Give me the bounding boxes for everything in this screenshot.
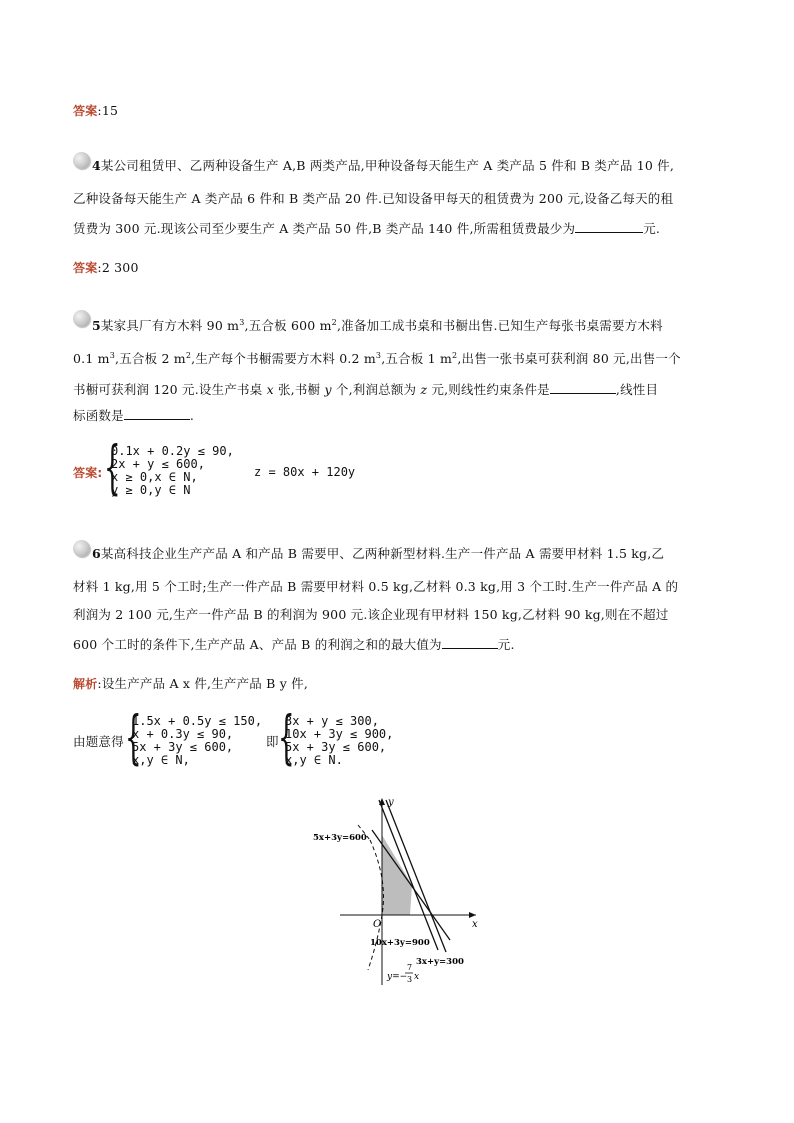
objective-line	[368, 840, 384, 970]
answer-4	[73, 261, 139, 275]
question-circle-icon	[73, 310, 90, 327]
analysis-label: 解析	[73, 677, 98, 691]
answer-label: 答案	[73, 104, 98, 118]
constraint: 2x + y ≤ 600,	[111, 457, 205, 471]
constraint: 0.1x + 0.2y ≤ 90,	[111, 444, 234, 458]
left-brace: {	[278, 703, 295, 771]
q5-text: .	[189, 408, 194, 423]
answer-label: 答案	[73, 466, 98, 480]
q6-line-3: 利润为 2 100 元,生产一件产品 B 的利润为 900 元.该企业现有甲材料 150 kg,乙材料 90 kg,则在不超过	[73, 607, 669, 622]
constraint: 5x + 3y ≤ 600,	[285, 740, 387, 754]
q5-text: ,生产每个书橱需要方木料 0.2 m	[191, 351, 376, 366]
label-10x3y-900: 10x+3y=900	[370, 938, 430, 948]
constraint: y ≥ 0,y ∈ N	[111, 483, 191, 497]
left-brace: {	[104, 433, 121, 501]
sup: 3	[109, 351, 116, 360]
q5-constraint-system	[111, 445, 234, 497]
sup: 2	[185, 351, 192, 360]
ji-label: 即	[266, 734, 279, 749]
origin-label: O	[373, 919, 382, 930]
q6-line-1	[92, 547, 664, 561]
q5-line-2	[73, 349, 681, 366]
q6-number: 6	[92, 546, 101, 561]
q4-number: 4	[92, 158, 101, 173]
q5-text: ,线性目	[615, 382, 659, 397]
by-condition-label: 由题意得	[73, 734, 124, 749]
q5-line-4	[73, 407, 194, 423]
label-3xy-300: 3x+y=300	[416, 957, 464, 967]
q4-text-1: 某公司租赁甲、乙两种设备生产 A,B 两类产品,甲种设备每天能生产 A 类产品 5 件和 B 类产品 10 件,	[100, 158, 675, 173]
q5-text: ,出售一张书桌可获利润 80 元,出售一个	[457, 351, 681, 366]
sup: 2	[452, 351, 458, 360]
objective-label-numerator: 7	[407, 963, 413, 972]
q5-text: 0.1 m	[73, 351, 110, 366]
q4-answer-blank	[575, 220, 643, 233]
constraint: 5x + 3y ≤ 600,	[132, 740, 234, 754]
q6-system-1	[132, 715, 262, 767]
q5-answer-blank-2	[124, 407, 190, 420]
answer-value: :2 300	[97, 260, 139, 275]
sup: 2	[331, 318, 337, 327]
x-axis-arrow-icon	[469, 912, 476, 918]
analysis-6	[73, 677, 308, 691]
constraint: x ≥ 0,x ∈ N,	[111, 470, 198, 484]
left-brace: {	[125, 703, 142, 771]
q6-line-4	[73, 636, 515, 652]
q5-text: ,五合板 600 m	[244, 318, 332, 333]
q5-line-1	[92, 316, 663, 333]
constraint: x,y ∈ N.	[285, 753, 343, 767]
q5-line-3	[73, 381, 658, 397]
q5-answer-blank-1	[550, 381, 616, 394]
feasible-region-graph	[300, 790, 500, 990]
q6-line-2: 材料 1 kg,用 5 个工时;生产一件产品 B 需要甲材料 0.5 kg,乙材料 0.3 kg,用 3 个工时.生产一件产品 A 的	[73, 579, 679, 594]
constraint: 1.5x + 0.5y ≤ 150,	[132, 714, 263, 728]
q5-text: 个,利润总额为	[331, 382, 421, 397]
constraint: x,y ∈ N,	[132, 753, 190, 767]
answer-value: :15	[97, 103, 119, 118]
y-axis-label: y	[388, 797, 394, 808]
label-5x3y-600: 5x+3y=600	[313, 833, 367, 843]
x-axis-label: x	[472, 919, 478, 930]
q4-line-2: 乙种设备每天能生产 A 类产品 6 件和 B 类产品 20 件.已知设备甲每天的租赁费为 200 元,设备乙每天的租	[73, 191, 674, 206]
q6-text: 600 个工时的条件下,生产产品 A、产品 B 的利润之和的最大值为	[73, 637, 442, 652]
q6-system-2	[285, 715, 393, 767]
answer-colon: :	[97, 466, 103, 480]
question-circle-icon	[73, 152, 90, 169]
q5-text: ,准备加工成书桌和书橱出售.已知生产每张书桌需要方木料	[336, 318, 663, 333]
answer-label: 答案	[73, 261, 98, 275]
objective-label-suffix: x	[414, 972, 420, 982]
constraint: 10x + 3y ≤ 900,	[285, 727, 394, 741]
answer-5	[73, 466, 102, 480]
constraint: 3x + y ≤ 300,	[285, 714, 379, 728]
q6-answer-blank	[442, 636, 498, 649]
q5-number: 5	[92, 318, 101, 333]
q6-text: 某高科技企业生产产品 A 和产品 B 需要甲、乙两种新型材料.生产一件产品 A 需要甲材料 1.5 kg,乙	[100, 546, 665, 561]
q5-text: ,五合板 2 m	[115, 351, 186, 366]
q5-var: x	[266, 382, 274, 397]
q5-text: 张,书橱	[273, 382, 325, 397]
q5-var: z	[420, 382, 428, 397]
q5-var: y	[324, 382, 332, 397]
sup: 3	[239, 318, 245, 327]
q4-line-3	[73, 220, 660, 236]
objective-label-prefix: y=−	[387, 972, 408, 982]
q5-text: 元,则线性约束条件是	[427, 382, 550, 397]
q5-objective: z = 80x + 120y	[254, 465, 356, 479]
analysis-text: :设生产产品 A x 件,生产产品 B y 件,	[97, 676, 309, 691]
question-circle-icon	[73, 540, 90, 557]
q5-text: 某家具厂有方木料 90 m	[100, 318, 240, 333]
q4-text-3-end: 元.	[643, 221, 661, 236]
q6-text: 元.	[497, 637, 515, 652]
q5-text: 书橱可获利润 120 元.设生产书桌	[73, 382, 267, 397]
answer-3	[73, 104, 118, 118]
sup: 3	[375, 351, 382, 360]
objective-label-denominator: 3	[407, 975, 413, 984]
constraint: x + 0.3y ≤ 90,	[132, 727, 234, 741]
q5-text: ,五合板 1 m	[381, 351, 453, 366]
q4-line-1	[92, 159, 674, 173]
q5-text: 标函数是	[73, 408, 124, 423]
q4-text-3: 赁费为 300 元.现该公司至少要生产 A 类产品 50 件,B 类产品 140 件,所需租赁费最少为	[73, 221, 576, 236]
